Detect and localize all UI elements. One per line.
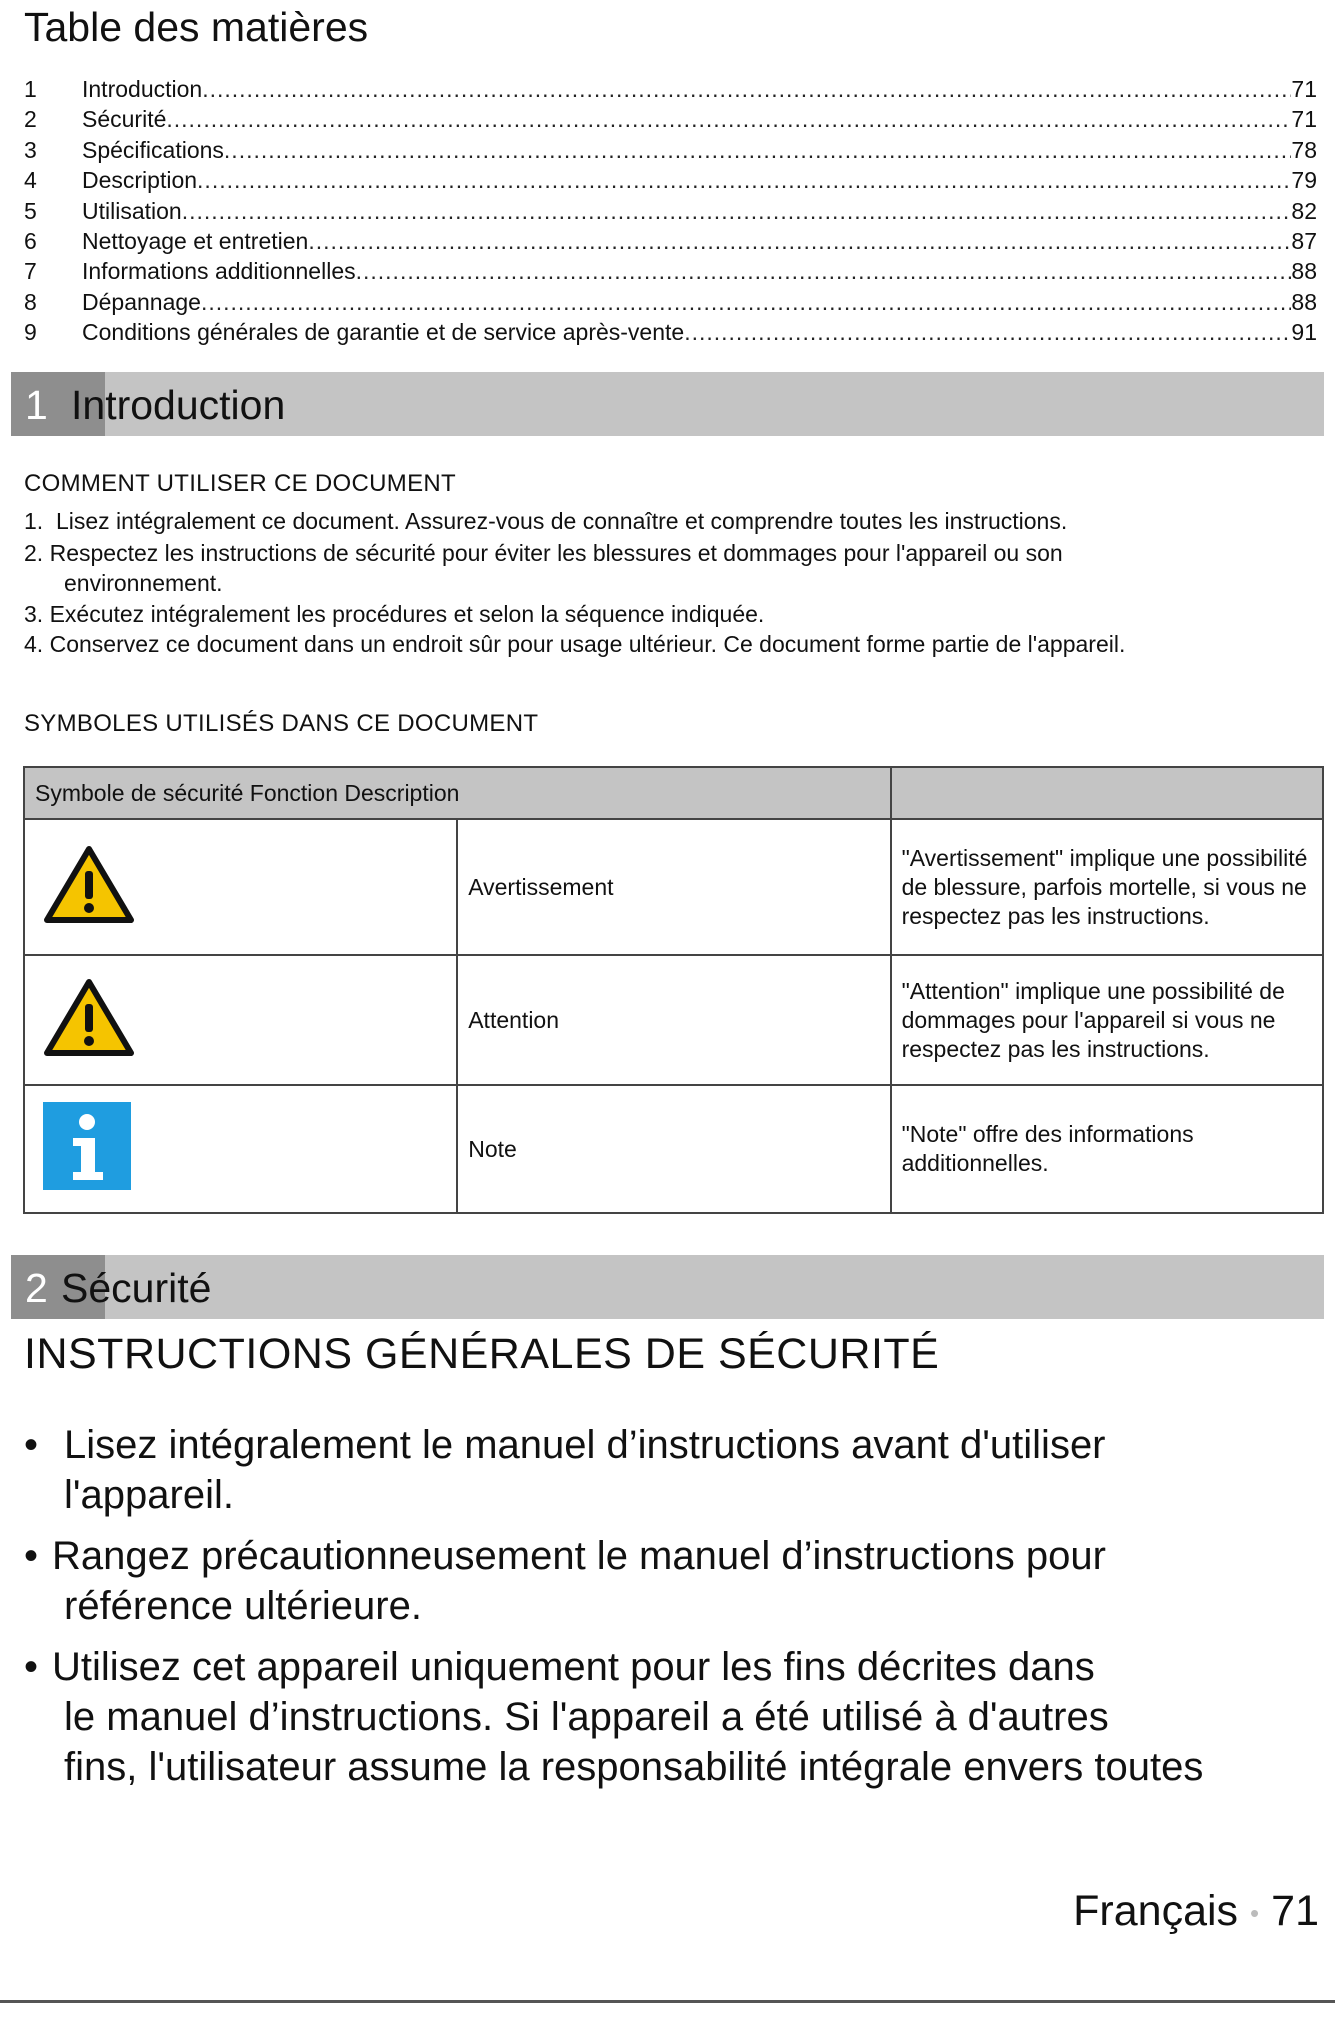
bullet-line: fins, l'utilisateur assume la responsabilité intégrale envers toutes bbox=[64, 1745, 1204, 1789]
toc-page: 87 bbox=[1291, 227, 1317, 254]
symbol-description: "Avertissement" implique une possibilité de blessure, parfois mortelle, si vous ne respectez pas les instructions. bbox=[891, 819, 1323, 955]
caution-icon bbox=[43, 976, 135, 1058]
symbols-table bbox=[23, 766, 1324, 1214]
toc-page: 78 bbox=[1291, 136, 1317, 163]
list-item bbox=[24, 1531, 1324, 1641]
table-row bbox=[24, 955, 1323, 1085]
list-text: Respectez les instructions de sécurité pour éviter les blessures et dommages pour l'appareil ou son bbox=[49, 540, 1063, 566]
list-text: Conservez ce document dans un endroit sûr pour usage ultérieur. Ce document forme partie de l'appareil. bbox=[49, 631, 1126, 657]
list-item bbox=[24, 1642, 1324, 1802]
table-row bbox=[24, 1085, 1323, 1213]
table-header: Symbole de sécurité Fonction Description bbox=[24, 767, 891, 819]
symbol-description: "Attention" implique une possibilité de dommages pour l'appareil si vous ne respectez pas les instructions. bbox=[891, 955, 1323, 1085]
bullet-line: Utilisez cet appareil uniquement pour les fins décrites dans bbox=[52, 1645, 1095, 1689]
toc-label: Informations additionnelles bbox=[82, 258, 356, 285]
toc-label: Spécifications bbox=[82, 136, 224, 163]
toc-number: 1 bbox=[24, 76, 37, 102]
bullet-dot: • bbox=[24, 1534, 39, 1578]
toc-number: 2 bbox=[24, 106, 37, 133]
section-title: Sécurité bbox=[61, 1265, 212, 1311]
toc-label: Sécurité bbox=[82, 106, 167, 133]
section-number: 2 bbox=[25, 1265, 48, 1311]
list-prefix: 2. bbox=[24, 540, 44, 566]
toc-number: 6 bbox=[24, 227, 37, 254]
toc-title: Table des matières bbox=[24, 4, 369, 50]
bullet-line: le manuel d’instructions. Si l'appareil a été utilisé à d'autres bbox=[64, 1695, 1109, 1739]
toc-page: 71 bbox=[1291, 106, 1317, 133]
list-item bbox=[24, 538, 1063, 568]
toc-entry[interactable] bbox=[24, 287, 1317, 317]
toc-label: Description bbox=[82, 167, 198, 194]
toc-label: Dépannage bbox=[82, 288, 201, 315]
section-2-header bbox=[11, 1255, 1324, 1319]
toc-number: 8 bbox=[24, 288, 37, 315]
section-number: 1 bbox=[25, 382, 48, 428]
toc-entry[interactable] bbox=[24, 226, 1317, 256]
list-text: Lisez intégralement ce document. Assurez-vous de connaître et comprendre toutes les instructions. bbox=[55, 508, 1068, 534]
toc-entry[interactable] bbox=[24, 256, 1317, 286]
bottom-rule bbox=[0, 2000, 1335, 2003]
list-text: Exécutez intégralement les procédures et selon la séquence indiquée. bbox=[49, 601, 765, 627]
toc-page: 82 bbox=[1291, 197, 1317, 224]
toc-label: Nettoyage et entretien bbox=[82, 227, 309, 254]
bullet-line: l'appareil. bbox=[64, 1473, 234, 1517]
bullet-line: Rangez précautionneusement le manuel d’instructions pour bbox=[52, 1534, 1106, 1578]
toc-page: 88 bbox=[1291, 258, 1317, 285]
footer-language: Français bbox=[1073, 1887, 1239, 1935]
toc-number: 3 bbox=[24, 136, 37, 163]
safety-heading: INSTRUCTIONS GÉNÉRALES DE SÉCURITÉ bbox=[24, 1330, 940, 1378]
list-item bbox=[24, 1420, 1324, 1530]
warning-icon bbox=[43, 843, 135, 925]
table-header-row bbox=[24, 767, 1323, 819]
toc-entry[interactable] bbox=[24, 165, 1317, 195]
list-continuation: environnement. bbox=[64, 570, 223, 596]
symbol-function: Note bbox=[457, 1085, 890, 1213]
symbol-function: Attention bbox=[457, 955, 890, 1085]
toc-number: 5 bbox=[24, 197, 37, 224]
page-footer bbox=[1073, 1887, 1319, 1936]
toc-number: 7 bbox=[24, 258, 37, 285]
toc-label: Conditions générales de garantie et de service après-vente bbox=[82, 319, 685, 346]
list-item bbox=[24, 629, 1125, 659]
toc-page: 79 bbox=[1291, 167, 1317, 194]
toc-page: 71 bbox=[1291, 76, 1317, 102]
toc-entry[interactable] bbox=[24, 196, 1317, 226]
toc-entry[interactable] bbox=[24, 135, 1317, 165]
bullet-dot: • bbox=[24, 1645, 39, 1689]
section-title: Introduction bbox=[71, 382, 286, 428]
list-prefix: 1. bbox=[24, 508, 44, 534]
how-to-heading: COMMENT UTILISER CE DOCUMENT bbox=[24, 470, 456, 497]
section-1-header bbox=[11, 372, 1324, 436]
symbols-heading: SYMBOLES UTILISÉS DANS CE DOCUMENT bbox=[24, 710, 539, 737]
list-prefix: 3. bbox=[24, 601, 44, 627]
symbol-description: "Note" offre des informations additionnelles. bbox=[891, 1085, 1323, 1213]
toc-label: Utilisation bbox=[82, 197, 182, 224]
toc-entry[interactable] bbox=[24, 74, 1317, 104]
toc-page: 91 bbox=[1291, 319, 1317, 346]
list-prefix: 4. bbox=[24, 631, 44, 657]
symbol-function: Avertissement bbox=[457, 819, 890, 955]
toc-page: 88 bbox=[1291, 288, 1317, 315]
toc-entry[interactable] bbox=[24, 104, 1317, 134]
toc-number: 4 bbox=[24, 167, 37, 194]
bullet-line: référence ultérieure. bbox=[64, 1584, 422, 1628]
toc-label: Introduction bbox=[82, 76, 203, 102]
list-item bbox=[24, 506, 1067, 536]
footer-separator: • bbox=[1250, 1898, 1260, 1929]
page-number: 71 bbox=[1271, 1887, 1319, 1935]
bullet-line: Lisez intégralement le manuel d’instructions avant d'utiliser bbox=[64, 1423, 1106, 1467]
list-item bbox=[24, 599, 764, 629]
toc-number: 9 bbox=[24, 319, 37, 346]
bullet-dot: • bbox=[24, 1423, 39, 1467]
toc-entry[interactable] bbox=[24, 317, 1317, 347]
table-of-contents bbox=[24, 74, 1317, 348]
table-row bbox=[24, 819, 1323, 955]
info-icon bbox=[43, 1102, 131, 1190]
